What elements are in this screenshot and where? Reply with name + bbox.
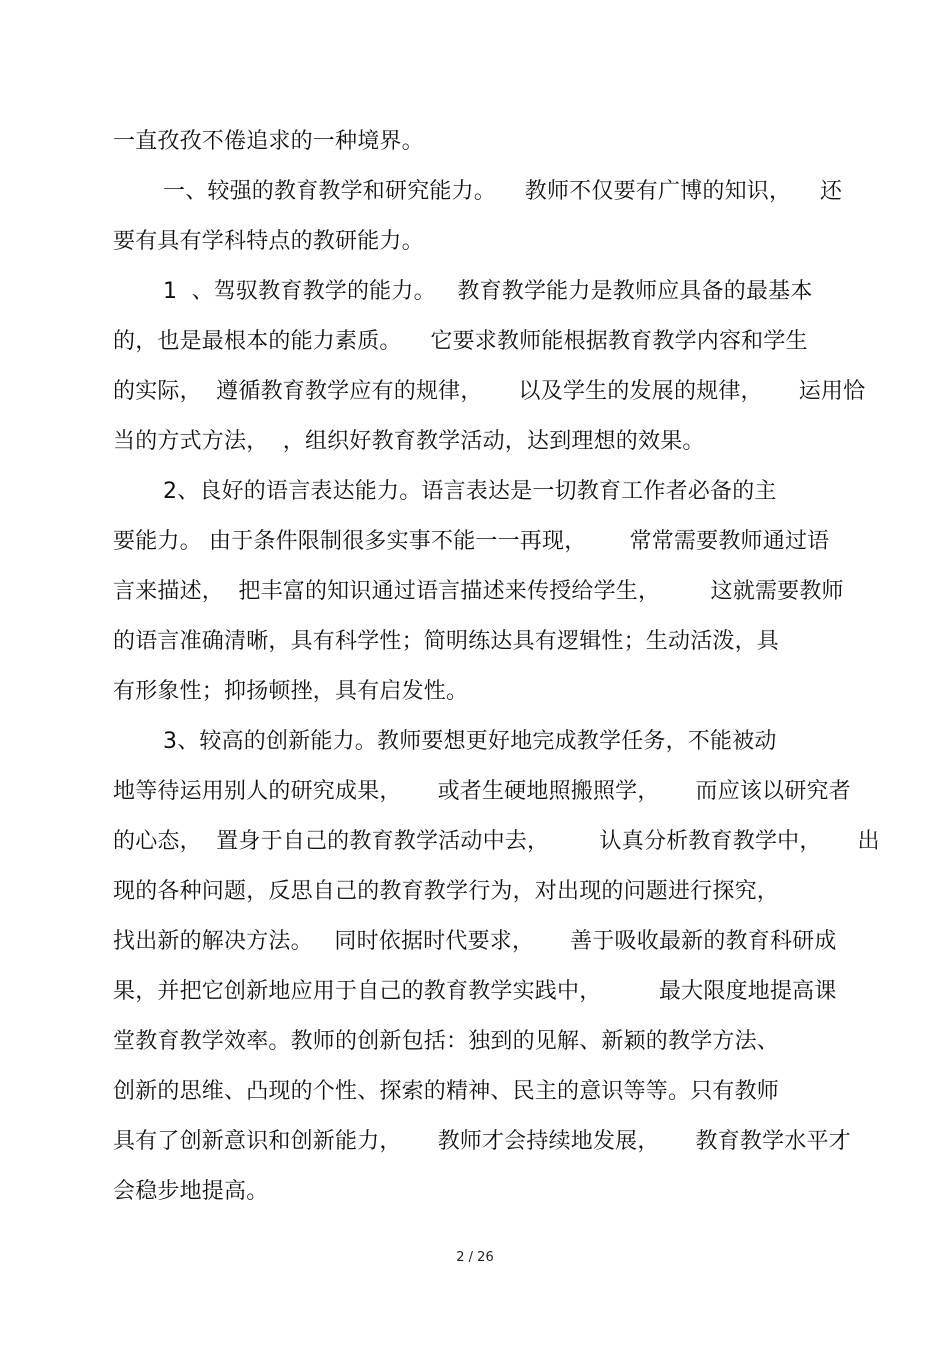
subsection-heading-line: 3、较高的创新能力。教师要想更好地完成教学任务，不能被动 xyxy=(163,729,777,754)
text-line: 找出新的解决方法。 同时依据时代要求， 善于吸收最新的教育科研成 xyxy=(113,929,837,954)
section-heading-line: 一、较强的教育教学和研究能力。 教师不仅要有广博的知识， 还 xyxy=(163,179,843,204)
subsection-heading-line: 2、良好的语言表达能力。语言表达是一切教育工作者必备的主 xyxy=(163,479,777,504)
text-line: 要能力。 由于条件限制很多实事不能一一再现， 常常需要教师通过语 xyxy=(113,529,830,554)
text-line: 果，并把它创新地应用于自己的教育教学实践中， 最大限度地提高课 xyxy=(113,979,837,1004)
text-line: 有形象性；抑扬顿挫，具有启发性。 xyxy=(113,679,469,704)
text-line: 创新的思维、凸现的个性、探索的精神、民主的意识等等。只有教师 xyxy=(113,1079,780,1104)
text-line: 具有了创新意识和创新能力， 教师才会持续地发展， 教育教学水平才 xyxy=(113,1129,851,1154)
page-number: 2 / 26 xyxy=(456,1250,494,1265)
text-line: 的实际， 遵循教育教学应有的规律， 以及学生的发展的规律， 运用恰 xyxy=(113,379,866,404)
text-line: 的心态， 置身于自己的教育教学活动中去， 认真分析教育教学中， 出 xyxy=(113,829,880,854)
text-line: 会稳步地提高。 xyxy=(113,1179,269,1204)
subsection-heading-line: 1 、驾驭教育教学的能力。 教育教学能力是教师应具备的最基本 xyxy=(163,279,813,304)
text-line: 一直孜孜不倦追求的一种境界。 xyxy=(113,129,424,154)
text-line: 当的方式方法， ，组织好教育教学活动，达到理想的效果。 xyxy=(113,429,705,454)
text-line: 堂教育教学效率。教师的创新包括：独到的见解、新颖的教学方法、 xyxy=(113,1029,780,1054)
text-line: 要有具有学科特点的教研能力。 xyxy=(113,229,424,254)
text-line: 现的各种问题，反思自己的教育教学行为，对出现的问题进行探究， xyxy=(113,879,780,904)
text-line: 的语言准确清晰，具有科学性；简明练达具有逻辑性；生动活泼，具 xyxy=(113,629,780,654)
text-line: 言来描述， 把丰富的知识通过语言描述来传授给学生， 这就需要教师 xyxy=(113,579,844,604)
text-line: 地等待运用别人的研究成果， 或者生硬地照搬照学， 而应该以研究者 xyxy=(113,779,851,804)
text-line: 的，也是最根本的能力素质。 它要求教师能根据教育教学内容和学生 xyxy=(113,329,808,354)
